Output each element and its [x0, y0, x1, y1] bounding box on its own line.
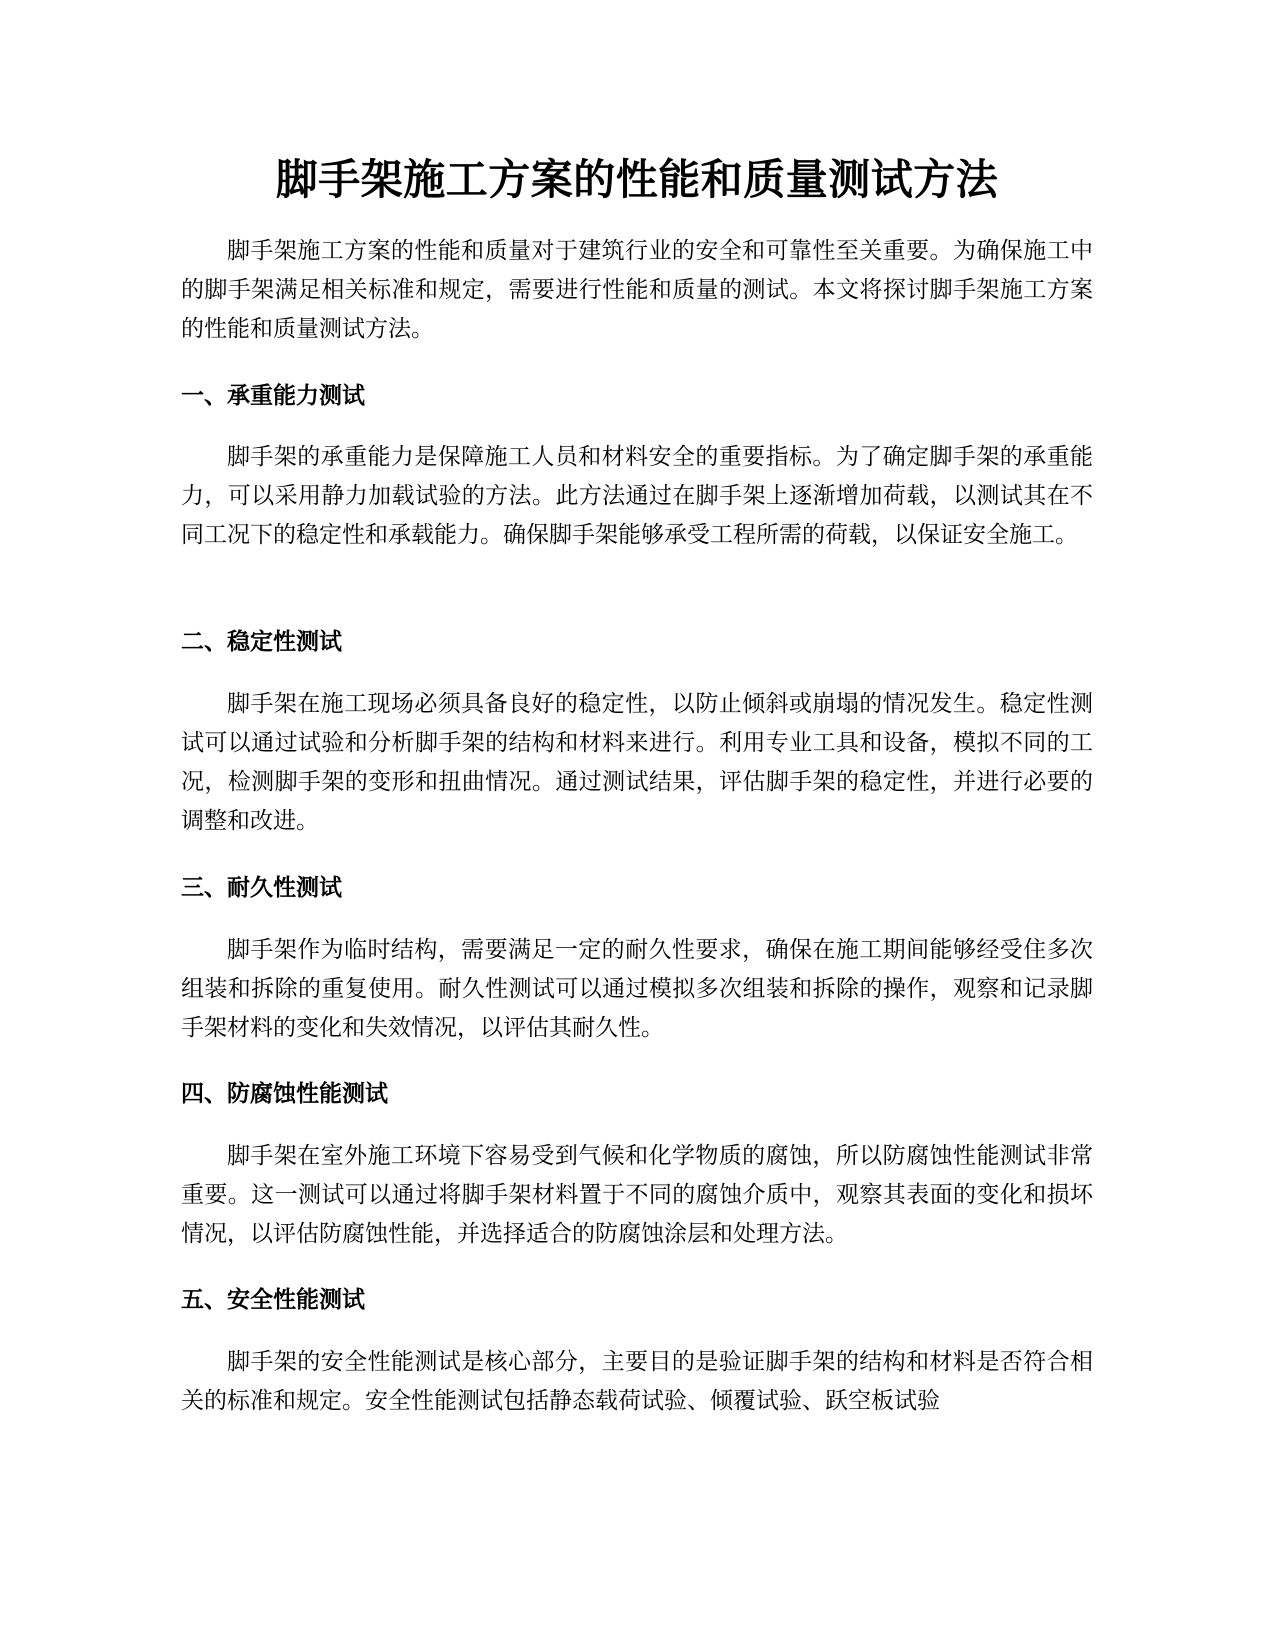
section-4-body: 脚手架在室外施工环境下容易受到气候和化学物质的腐蚀，所以防腐蚀性能测试非常重要。这一测试可以通过将脚手架材料置于不同的腐蚀介质中，观察其表面的变化和损坏情况，以评估防腐蚀性能，并选择适合的防腐蚀涂层和处理方法。	[181, 1143, 1093, 1247]
section-3-heading: 三、耐久性测试	[181, 875, 342, 901]
document-title: 脚手架施工方案的性能和质量测试方法	[275, 155, 999, 204]
intro-paragraph: 脚手架施工方案的性能和质量对于建筑行业的安全和可靠性至关重要。为确保施工中的脚手架满足相关标准和规定，需要进行性能和质量的测试。本文将探讨脚手架施工方案的性能和质量测试方法。	[181, 238, 1093, 342]
section-2-body: 脚手架在施工现场必须具备良好的稳定性，以防止倾斜或崩塌的情况发生。稳定性测试可以通过试验和分析脚手架的结构和材料来进行。利用专业工具和设备，模拟不同的工况，检测脚手架的变形和扭曲情况。通过测试结果，评估脚手架的稳定性，并进行必要的调整和改进。	[181, 691, 1093, 834]
section-5-heading: 五、安全性能测试	[181, 1287, 365, 1313]
section-1-heading: 一、承重能力测试	[181, 383, 365, 409]
section-4-heading: 四、防腐蚀性能测试	[181, 1081, 388, 1107]
section-2-heading: 二、稳定性测试	[181, 629, 342, 655]
section-3-body: 脚手架作为临时结构，需要满足一定的耐久性要求，确保在施工期间能够经受住多次组装和拆除的重复使用。耐久性测试可以通过模拟多次组装和拆除的操作，观察和记录脚手架材料的变化和失效情况，以评估其耐久性。	[181, 937, 1093, 1041]
section-1-body: 脚手架的承重能力是保障施工人员和材料安全的重要指标。为了确定脚手架的承重能力，可以采用静力加载试验的方法。此方法通过在脚手架上逐渐增加荷载，以测试其在不同工况下的稳定性和承载能力。确保脚手架能够承受工程所需的荷载，以保证安全施工。	[181, 444, 1093, 548]
document-page	[181, 0, 1093, 1650]
section-5-body: 脚手架的安全性能测试是核心部分，主要目的是验证脚手架的结构和材料是否符合相关的标准和规定。安全性能测试包括静态载荷试验、倾覆试验、跃空板试验	[181, 1349, 1093, 1414]
